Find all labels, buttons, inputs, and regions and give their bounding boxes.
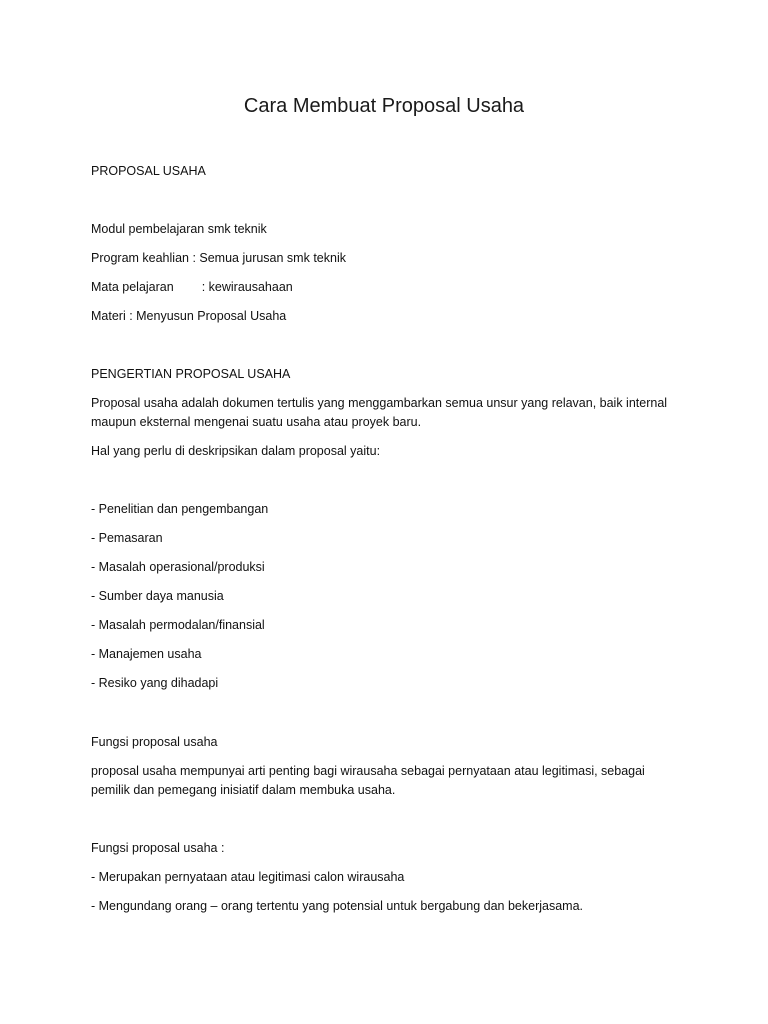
- list-item: - Masalah permodalan/finansial: [91, 618, 265, 632]
- pengertian-line-2: maupun eksternal mengenai suatu usaha atau proyek baru.: [91, 415, 422, 429]
- pengertian-line-1: Proposal usaha adalah dokumen tertulis yang menggambarkan semua unsur yang relavan, baik internal: [91, 396, 668, 410]
- list-item: - Masalah operasional/produksi: [91, 560, 265, 574]
- fungsi-line-1: proposal usaha mempunyai arti penting bagi wirausaha sebagai pernyataan atau legitimasi, sebagai: [91, 764, 645, 778]
- heading-pengertian: PENGERTIAN PROPOSAL USAHA: [91, 367, 291, 381]
- list-item: - Resiko yang dihadapi: [91, 676, 219, 690]
- document-title: Cara Membuat Proposal Usaha: [243, 95, 525, 117]
- materi-line: Materi : Menyusun Proposal Usaha: [91, 309, 287, 323]
- list-item: - Merupakan pernyataan atau legitimasi calon wirausaha: [91, 870, 405, 884]
- list-item: - Manajemen usaha: [91, 647, 202, 661]
- heading-fungsi-2: Fungsi proposal usaha :: [91, 841, 225, 855]
- modul-line: Modul pembelajaran smk teknik: [91, 222, 267, 236]
- pengertian-paragraph: [91, 394, 691, 432]
- hal-intro: Hal yang perlu di deskripsikan dalam proposal yaitu:: [91, 444, 381, 458]
- mapel-label: Mata pelajaran: [91, 280, 174, 294]
- program-line: Program keahlian : Semua jurusan smk teknik: [91, 251, 346, 265]
- heading-fungsi: Fungsi proposal usaha: [91, 735, 218, 749]
- heading-proposal-usaha: PROPOSAL USAHA: [91, 164, 206, 178]
- fungsi-line-2: pemilik dan pemegang inisiatif dalam membuka usaha.: [91, 783, 396, 797]
- list-item: - Pemasaran: [91, 531, 163, 545]
- list-item: - Sumber daya manusia: [91, 589, 224, 603]
- list-item: - Penelitian dan pengembangan: [91, 502, 269, 516]
- fungsi-paragraph: [91, 762, 691, 800]
- list-item: - Mengundang orang – orang tertentu yang potensial untuk bergabung dan bekerjasama.: [91, 899, 584, 913]
- mapel-line: [91, 278, 293, 297]
- mapel-value: : kewirausahaan: [201, 280, 293, 294]
